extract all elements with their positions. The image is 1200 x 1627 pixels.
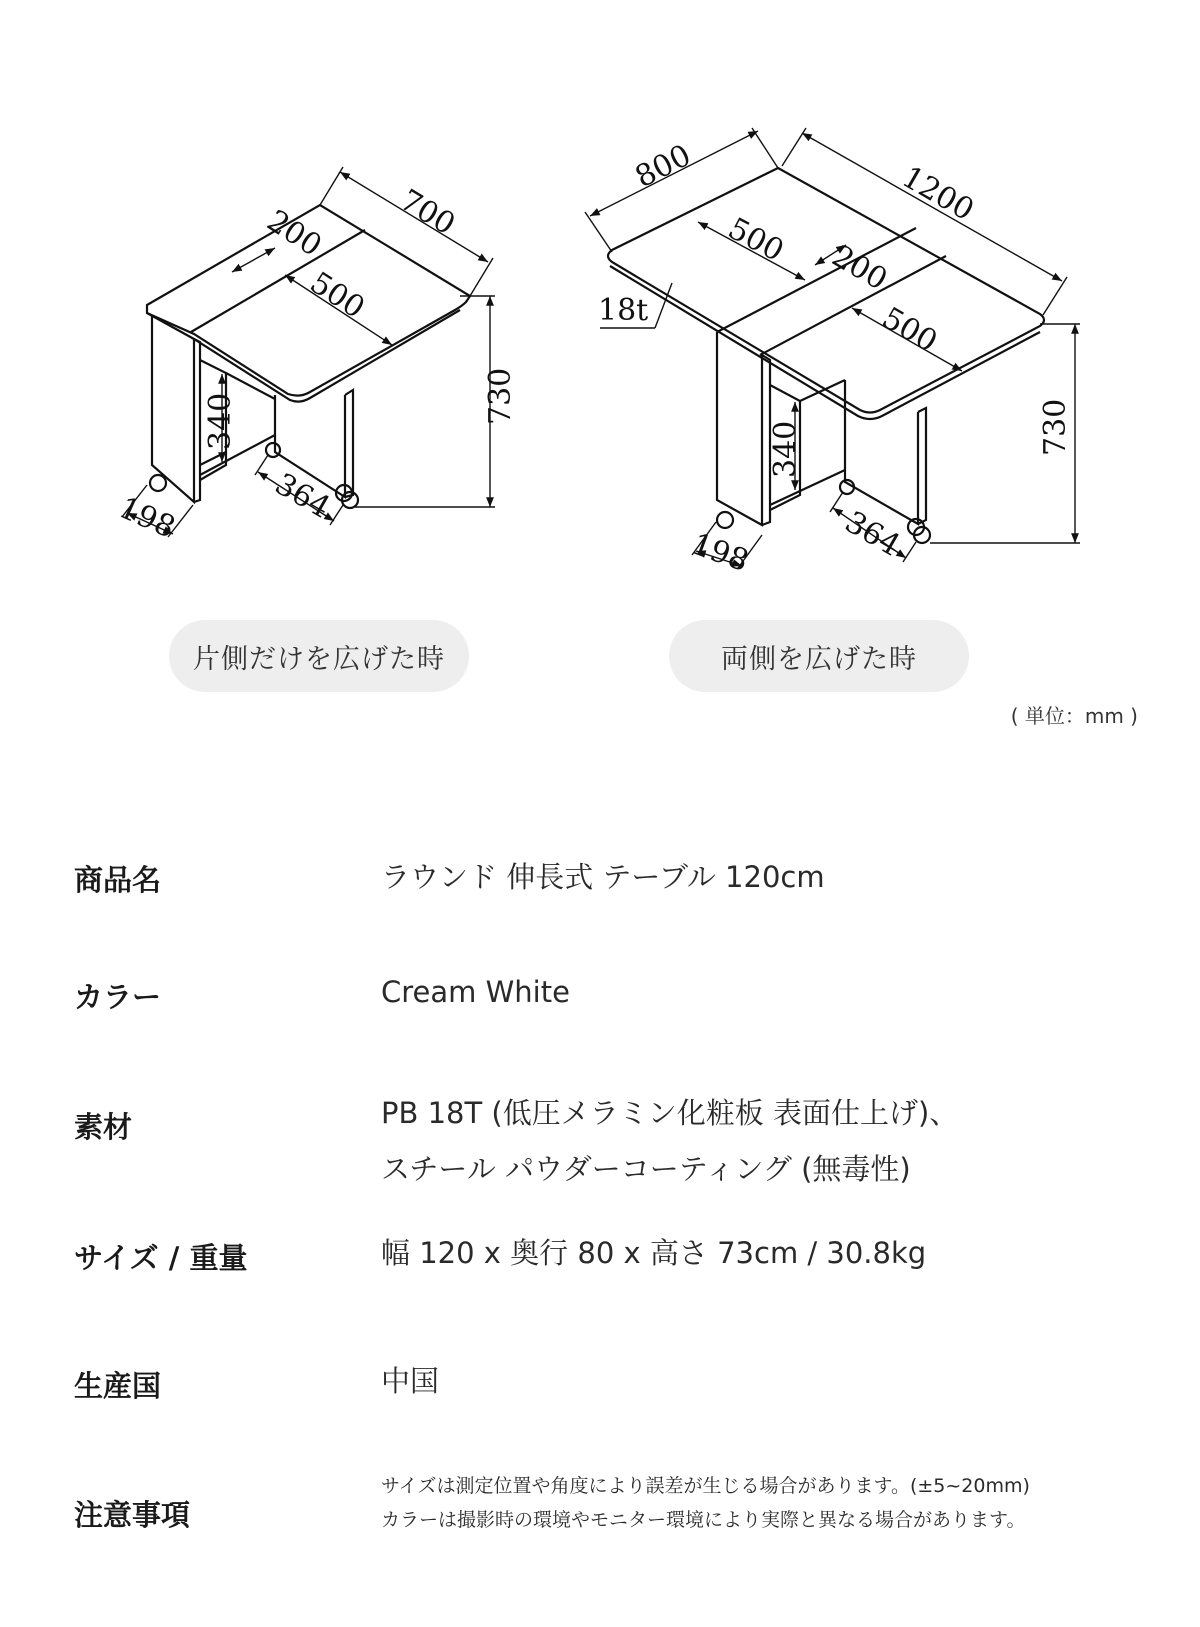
spec-label-color: カラー xyxy=(74,980,162,1014)
table-both-sides-diagram xyxy=(608,168,1044,543)
dim-right-shelf: 340 xyxy=(768,420,803,478)
dim-left-height: 730 xyxy=(483,367,518,425)
dim-left-base-depth: 198 xyxy=(113,490,181,546)
caption-one-side: 片側だけを広げた時 xyxy=(169,620,469,692)
dim-right-height: 730 xyxy=(1038,398,1073,456)
dimension-diagrams xyxy=(0,0,1200,600)
spec-label-notes: 注意事項 xyxy=(74,1498,191,1532)
dim-left-width: 700 xyxy=(393,182,461,243)
dim-right-top-right: 500 xyxy=(876,300,944,360)
dim-right-base-width: 364 xyxy=(839,504,907,564)
spec-label-name: 商品名 xyxy=(74,863,162,897)
dim-right-thickness: 18t xyxy=(598,293,649,328)
spec-value-origin: 中国 xyxy=(381,1364,440,1398)
unit-note: ( 単位：mm ) xyxy=(1010,704,1138,728)
dimension-lines-right xyxy=(585,128,1080,568)
spec-value-notes-1: サイズは測定位置や角度により誤差が生じる場合があります。(±5~20mm) xyxy=(381,1475,1030,1497)
dim-right-leaf: 200 xyxy=(826,238,894,298)
spec-value-size: 幅 120 x 奥行 80 x 高さ 73cm / 30.8kg xyxy=(381,1236,927,1270)
spec-value-name: ラウンド 伸長式 テーブル 120cm xyxy=(381,860,825,894)
spec-value-color: Cream White xyxy=(381,975,570,1009)
dim-right-depth: 800 xyxy=(629,137,697,196)
dim-left-leaf: 200 xyxy=(260,203,328,264)
dim-left-shelf: 340 xyxy=(203,392,238,450)
spec-value-material-1: PB 18T (低圧メラミン化粧板 表面仕上げ)、 xyxy=(381,1096,959,1130)
dim-left-top: 500 xyxy=(303,265,371,326)
spec-value-notes-2: カラーは撮影時の環境やモニター環境により実際と異なる場合があります。 xyxy=(381,1509,1026,1531)
dim-right-top-left: 500 xyxy=(722,211,790,269)
spec-label-size: サイズ / 重量 xyxy=(74,1241,248,1275)
dim-left-base-width: 364 xyxy=(269,466,337,526)
spec-value-material-2: スチール パウダーコーティング (無毒性) xyxy=(381,1152,911,1186)
dim-right-base-depth: 198 xyxy=(687,526,754,580)
spec-label-origin: 生産国 xyxy=(74,1369,162,1403)
caption-both-sides: 両側を広げた時 xyxy=(669,620,969,692)
dim-right-width: 1200 xyxy=(896,159,980,229)
spec-label-material: 素材 xyxy=(74,1110,133,1144)
